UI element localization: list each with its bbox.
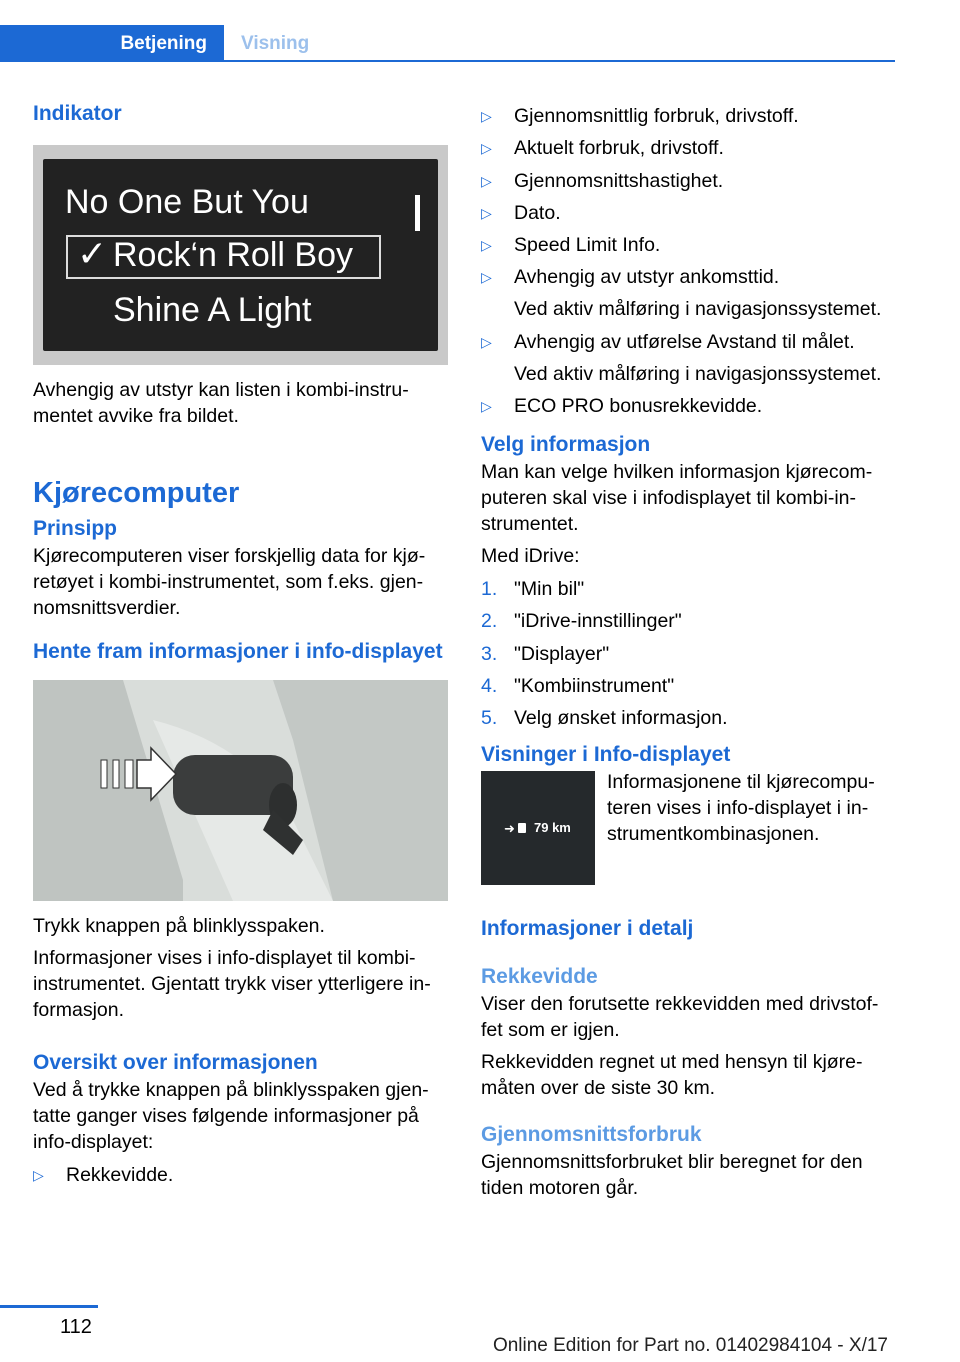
gjennomsnitt-text: Gjennomsnittsforbruket blir beregnet for den tiden motoren går.: [481, 1151, 863, 1200]
triangle-right-icon: ▷: [481, 204, 492, 221]
prinsipp-text: Kjørecomputeren viser forskjellig data for kjø-retøyet i kombi-instrumentet, som f.eks. gjen-nomsnittsverdier.: [33, 545, 426, 619]
visninger-text: Informasjonene til kjørecompu-teren vises i info-displayet i in-strumentkombinasjonen.: [607, 771, 875, 846]
triangle-right-icon: ▷: [33, 1167, 44, 1183]
list-item: ▷ Aktuelt forbruk, drivstoff.: [481, 137, 724, 160]
visninger-heading: Visninger i Info-displayet: [481, 743, 731, 767]
triangle-right-icon: ▷: [481, 140, 492, 157]
rekkevidde-heading: Rekkevidde: [481, 965, 598, 989]
triangle-right-icon: ▷: [481, 237, 492, 254]
oversikt-heading: Oversikt over informasjonen: [33, 1051, 318, 1074]
fuel-pump-icon: [518, 823, 526, 833]
list-item: ▷ Speed Limit Info.: [481, 234, 661, 257]
triangle-right-icon: ▷: [481, 172, 492, 189]
tab-betjening[interactable]: Betjening: [0, 25, 224, 62]
step-item: 4. "Kombiinstrument": [481, 674, 675, 697]
range-arrow-icon: ➜: [504, 821, 515, 837]
list-item: ▷ Avhengig av utstyr ankomsttid. Ved aktiv målføring i navigasjonssystemet.: [481, 266, 882, 321]
gjennomsnitt-heading: Gjennomsnittsforbruk: [481, 1123, 702, 1147]
check-icon: ✓: [77, 233, 108, 274]
menu-item-3: Shine A Light: [113, 291, 312, 329]
edition-text: Online Edition for Part no. 01402984104 - X/17: [492, 1335, 888, 1356]
stalk-image: [33, 680, 448, 901]
menu-item-1: No One But You: [65, 183, 309, 221]
footer-divider: [0, 1305, 98, 1308]
tab-visning[interactable]: Visning: [241, 32, 310, 54]
velg-text: Man kan velge hvilken informasjon kjørecom-puteren skal vise i infodisplayet til kombi-in-strumentet.: [481, 461, 873, 536]
step-item: 1. "Min bil": [481, 578, 585, 601]
list-item: ▷ Avhengig av utførelse Avstand til målet. Ved aktiv målføring i navigasjonssystemet.: [481, 330, 882, 385]
left-list: [33, 1162, 448, 1188]
indikator-heading: Indikator: [33, 102, 122, 125]
menu-image: [33, 145, 448, 365]
right-column: [481, 103, 895, 1201]
list-item: ▷ Dato.: [481, 201, 561, 224]
detalj-heading: Informasjoner i detalj: [481, 917, 694, 941]
page-number: 112: [60, 1316, 92, 1338]
left-column: [33, 100, 448, 1194]
menu-item-2: Rock‘n Roll Boy: [113, 236, 353, 274]
rekkevidde-text-2: Rekkevidden regnet ut med hensyn til kjøre-måten over de siste 30 km.: [481, 1051, 863, 1100]
velg-heading: Velg informasjon: [481, 433, 651, 457]
rekkevidde-text-1: Viser den forutsette rekkevidden med drivstof-fet som er igjen.: [481, 993, 879, 1042]
triangle-right-icon: ▷: [481, 269, 492, 286]
info-text: Informasjoner vises i info-displayet til kombi-instrumentet. Gjentatt trykk viser ytterligere in-formasjon.: [33, 947, 431, 1021]
header-divider: [0, 60, 895, 62]
list-item: ▷ ECO PRO bonusrekkevidde.: [481, 395, 763, 418]
step-item: 3. "Displayer": [481, 642, 610, 665]
prinsipp-heading: Prinsipp: [33, 517, 118, 540]
right-list: [481, 103, 895, 419]
step-item: 5. Velg ønsket informasjon.: [481, 707, 728, 730]
triangle-right-icon: ▷: [481, 398, 492, 415]
scrollbar-icon: [415, 195, 420, 231]
oversikt-text: Ved å trykke knappen på blinklysspaken gjen-tatte ganger vises følgende informasjoner på info-displayet:: [33, 1079, 429, 1153]
triangle-right-icon: ▷: [481, 108, 492, 124]
step-item: 2. "iDrive-innstillinger": [481, 610, 682, 633]
list-item: ▷ Gjennomsnittlig forbruk, drivstoff.: [481, 105, 799, 127]
indikator-text: Avhengig av utstyr kan listen i kombi-instru-mentet avvike fra bildet.: [33, 379, 409, 427]
triangle-right-icon: ▷: [481, 333, 492, 350]
press-text: Trykk knappen på blinklysspaken.: [33, 915, 325, 937]
header-tabbar: [0, 25, 895, 62]
stalk-illustration: [33, 680, 448, 901]
info-display-image: [481, 771, 595, 885]
visninger-block: [481, 769, 895, 903]
list-item: ▷ Gjennomsnittshastighet.: [481, 169, 724, 192]
display-range-value: 79 km: [534, 820, 571, 836]
idrive-label: Med iDrive:: [481, 545, 580, 568]
hente-heading: Hente fram informasjoner i info-displayet: [33, 640, 443, 663]
steps-list: [481, 576, 895, 731]
list-item: ▷ Rekkevidde.: [33, 1164, 174, 1186]
section-heading: Kjørecomputer: [33, 477, 240, 509]
